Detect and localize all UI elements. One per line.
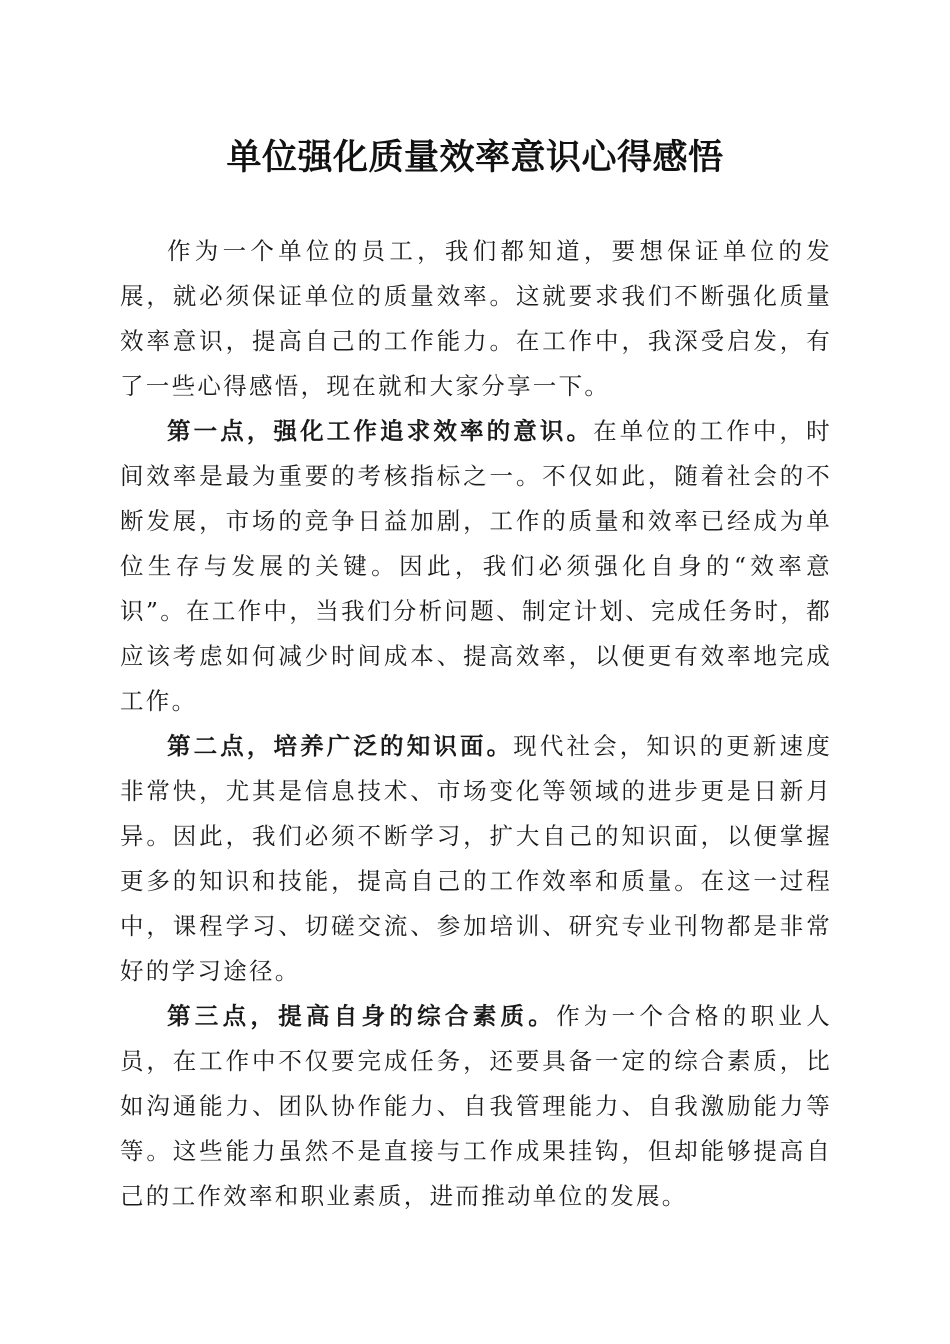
paragraph-lead: 第一点，强化工作追求效率的意识。 (167, 417, 594, 445)
document-body (120, 229, 832, 1219)
paragraph-text: 作为一个合格的职业人员，在工作中不仅要完成任务，还要具备一定的综合素质，比如沟通能力、团队协作能力、自我管理能力、自我激励能力等等。这些能力虽然不是直接与工作成果挂钩，但却能够提高自己的工作效率和职业素质，进而推动单位的发展。 (120, 1002, 832, 1210)
paragraph-point-three (120, 994, 832, 1219)
paragraph-text: 作为一个单位的员工，我们都知道，要想保证单位的发展，就必须保证单位的质量效率。这就要求我们不断强化质量效率意识，提高自己的工作能力。在工作中，我深受启发，有了一些心得感悟，现在就和大家分享一下。 (120, 237, 832, 400)
paragraph-intro (120, 229, 832, 409)
document-title: 单位强化质量效率意识心得感悟 (226, 137, 724, 178)
paragraph-lead: 第二点，培养广泛的知识面。 (167, 732, 514, 760)
paragraph-point-two (120, 724, 832, 994)
paragraph-text: 现代社会，知识的更新速度非常快，尤其是信息技术、市场变化等领域的进步更是日新月异。因此，我们必须不断学习，扩大自己的知识面，以便掌握更多的知识和技能，提高自己的工作效率和质量。在这一过程中，课程学习、切磋交流、参加培训、研究专业刊物都是非常好的学习途径。 (120, 732, 832, 985)
paragraph-lead: 第三点，提高自身的综合素质。 (167, 1002, 557, 1030)
paragraph-text: 在单位的工作中，时间效率是最为重要的考核指标之一。不仅如此，随着社会的不断发展，市场的竞争日益加剧，工作的质量和效率已经成为单位生存与发展的关键。因此，我们必须强化自身的“效率意识”。在工作中，当我们分析问题、制定计划、完成任务时，都应该考虑如何减少时间成本、提高效率，以便更有效率地完成工作。 (120, 417, 832, 715)
paragraph-point-one (120, 409, 832, 724)
